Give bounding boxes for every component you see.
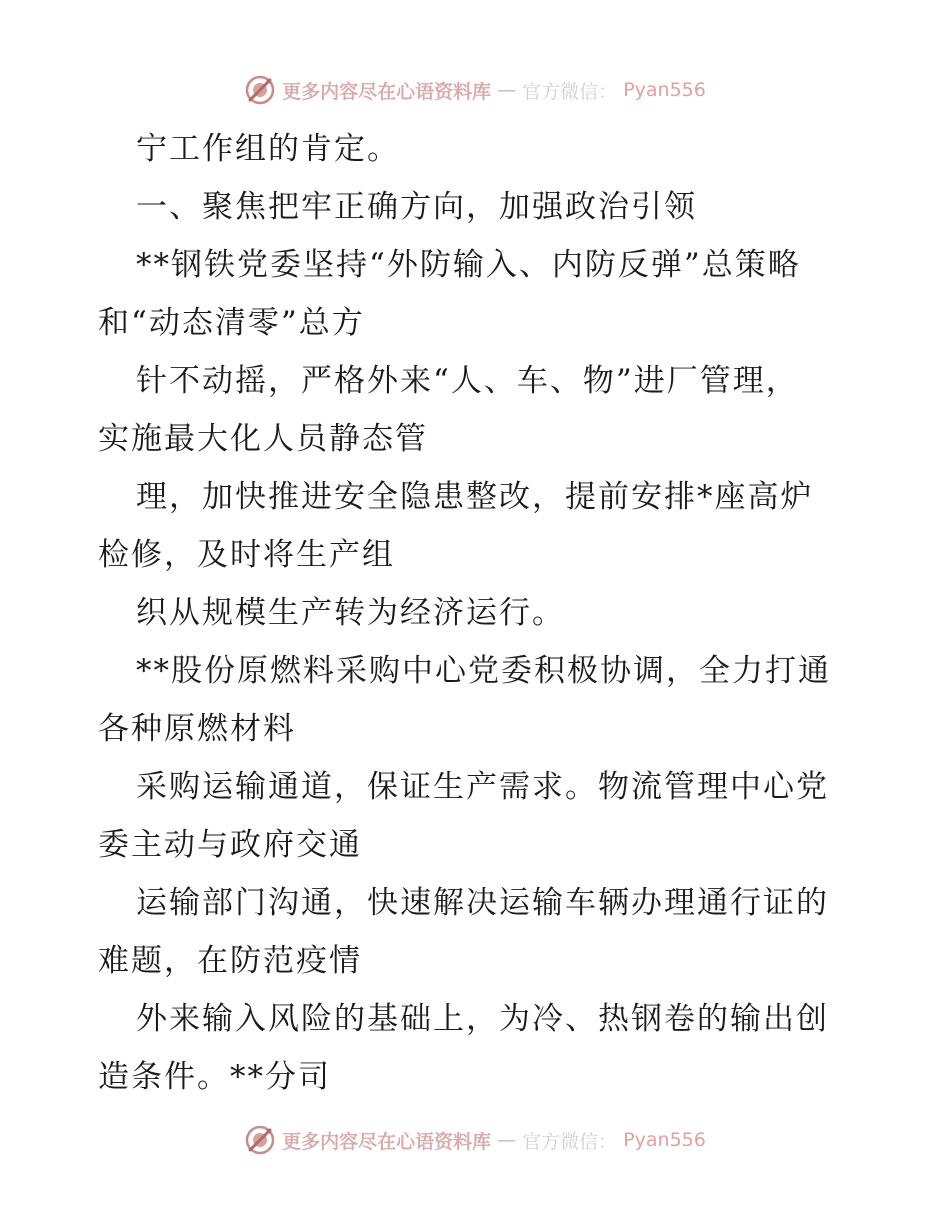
text-line: 难题，在防范疫情 [98,943,362,979]
watermark-separator: — [497,79,517,101]
text-line: 实施最大化人员静态管 [98,421,428,457]
text-line: 外来输入风险的基础上，为冷、热钢卷的输出创 [136,1001,829,1037]
watermark-header [0,70,950,110]
text-line: 委主动与政府交通 [98,827,362,863]
watermark-footer [0,1120,950,1160]
text-line: 理，加快推进安全隐患整改，提前安排*座高炉 [136,479,814,515]
text-line: 宁工作组的肯定。 [136,131,400,167]
text-line: 和“动态清零”总方 [98,305,365,341]
text-line: 针不动摇，严格外来“人、车、物”进厂管理， [136,363,799,399]
text-line: 各种原燃材料 [98,711,296,747]
watermark-official-label: 官方微信： [522,1130,618,1153]
text-line: 运输部门沟通，快速解决运输车辆办理通行证的 [136,885,829,921]
brand-logo-icon [244,74,276,106]
watermark-wechat-id: Pyan556 [623,79,706,101]
text-line: 采购运输通道，保证生产需求。物流管理中心党 [136,769,829,805]
text-line: 检修，及时将生产组 [98,537,395,573]
document-body [98,120,858,1106]
text-line: **钢铁党委坚持“外防输入、内防反弹”总策略 [136,247,801,283]
watermark-official-label: 官方微信： [522,80,618,103]
watermark-brand-text: 更多内容尽在心语资料库 [282,80,492,103]
watermark-separator: — [497,1129,517,1151]
text-line: **股份原燃料采购中心党委积极协调，全力打通 [136,653,831,689]
brand-logo-icon [244,1124,276,1156]
text-line: 织从规模生产转为经济运行。 [136,595,565,631]
watermark-brand-text: 更多内容尽在心语资料库 [282,1130,492,1153]
watermark-wechat-id: Pyan556 [623,1129,706,1151]
text-line: 一、聚焦把牢正确方向，加强政治引领 [136,189,697,225]
text-line: 造条件。**分司 [98,1059,331,1095]
